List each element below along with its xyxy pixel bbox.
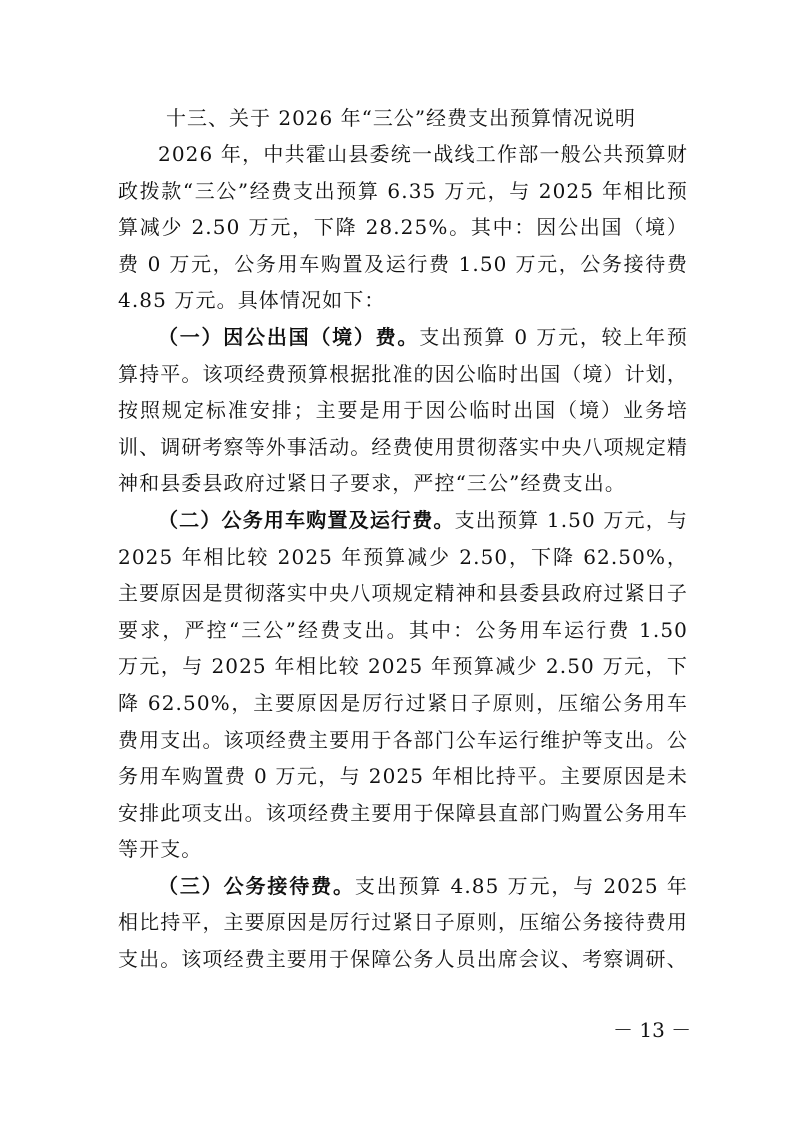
paragraph-official-reception	[118, 868, 688, 978]
paragraph-official-vehicles	[118, 502, 688, 868]
paragraph-text: 支出预算 0 万元，较上年预算持平。该项经费预算根据批准的因公临时出国（境）计划，按照规定标准安排；主要是用于因公临时出国（境）业务培训、调研考察等外事活动。经费使用贯彻落实中央八项规定精神和县委县政府过紧日子要求，严控“三公”经费支出。	[118, 324, 689, 496]
paragraph-text: 支出预算 1.50 万元，与 2025 年相比较 2025 年预算减少 2.50，下降 62.50%，主要原因是贯彻落实中央八项规定精神和县委县政府过紧日子要求，严控“三公”经费支出。其中：公务用车运行费 1.50 万元，与 2025 年相比较 2025 年预算减少 2.50 万元，下降 62.50%，主要原因是厉行过紧日子原则，压缩公务用车费用支出。该项经费主要用于各部门公车运行维护等支出。公务用车购置费 0 万元，与 2025 年相比持平。主要原因是未安排此项支出。该项经费主要用于保障县直部门购置公务用车等开支。	[118, 507, 688, 862]
paragraph-overseas-travel	[118, 319, 688, 502]
paragraph-text: 支出预算 4.85 万元，与 2025 年相比持平，主要原因是厉行过紧日子原则，压缩公务接待费用支出。该项经费主要用于保障公务人员出席会议、考察调研、	[118, 873, 688, 972]
paragraph-text: 2026 年，中共霍山县委统一战线工作部一般公共预算财政拨款“三公”经费支出预算 6.35 万元，与 2025 年相比预算减少 2.50 万元，下降 28.25%。其中：因公出国（境）费 0 万元，公务用车购置及运行费 1.50 万元，公务接待费 4.85 万元。具体情况如下：	[118, 142, 688, 313]
paragraph-intro	[118, 136, 688, 319]
paragraph-lead: （一）因公出国（境）费。	[158, 324, 420, 349]
paragraph-lead: （二）公务用车购置及运行费。	[158, 507, 455, 532]
section-heading: 十三、关于 2026 年“三公”经费支出预算情况说明	[166, 106, 637, 130]
document-body	[118, 100, 688, 978]
paragraph-lead: （三）公务接待费。	[158, 873, 355, 898]
page-number: － 13 －	[613, 1018, 692, 1042]
